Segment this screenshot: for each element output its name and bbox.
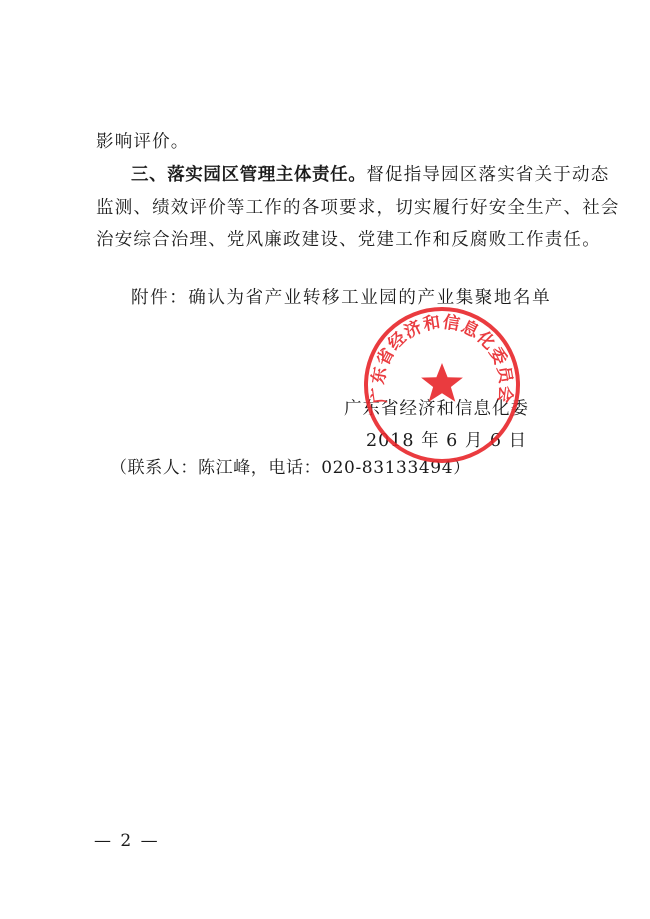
paragraph-3-line-2: 监测、绩效评价等工作的各项要求，切实履行好安全生产、社会	[96, 198, 620, 218]
paragraph-3-heading: 三、落实园区管理主体责任。	[131, 165, 367, 185]
seal-star-icon	[421, 363, 463, 402]
paragraph-3-line-3: 治安综合治理、党风廉政建设、党建工作和反腐败工作责任。	[96, 230, 601, 250]
paragraph-3-first-line	[131, 164, 609, 186]
contact-info: （联系人：陈江峰，电话：020-83133494）	[110, 458, 471, 478]
paragraph-3-first-line-text: 督促指导园区落实省关于动态	[366, 165, 610, 185]
official-seal	[362, 305, 522, 465]
body-line-1: 影响评价。	[96, 132, 190, 152]
signing-organization: 广东省经济和信息化委	[344, 399, 529, 419]
page-number: — 2 —	[94, 831, 160, 851]
seal-text: 广东省经济和信息化委员会	[368, 312, 516, 405]
signing-date: 2018 年 6 月 6 日	[366, 431, 528, 451]
attachment-line: 附件：确认为省产业转移工业园的产业集聚地名单	[131, 288, 552, 308]
